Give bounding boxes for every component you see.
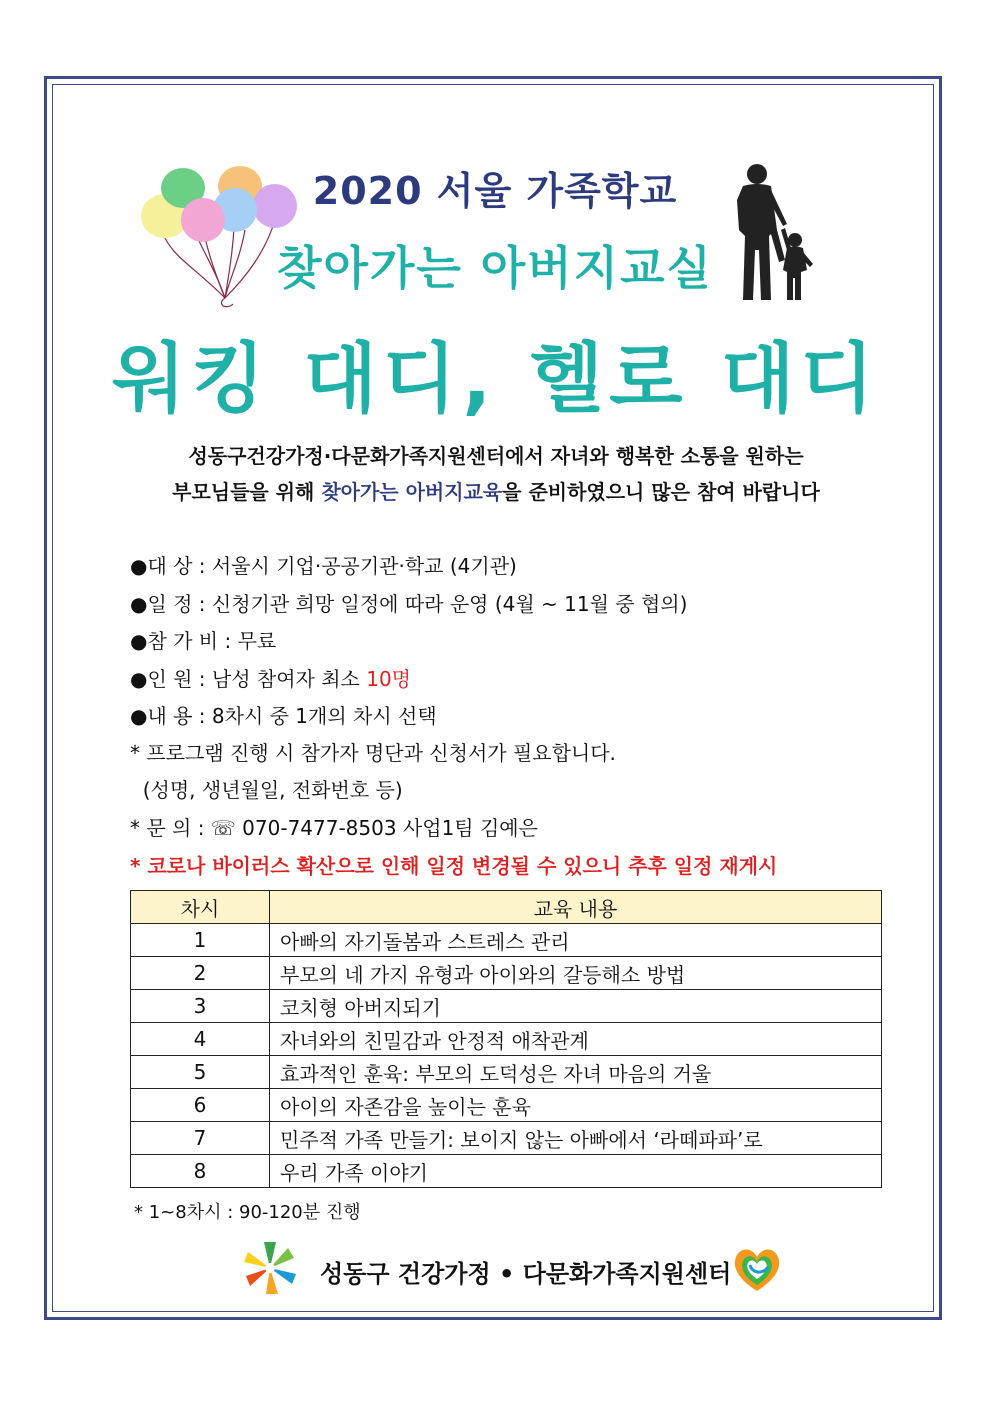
- info-contact: * 문 의 : ☏ 070-7477-8503 사업1팀 김예은: [130, 816, 538, 840]
- center-logo-heart-icon: [730, 1243, 784, 1295]
- footer-org-name: 성동구 건강가정 • 다문화가족지원센터: [320, 1260, 732, 1288]
- session-content: 아빠의 자기돌봄과 스트레스 관리: [270, 924, 882, 957]
- center-logo-pinwheel-icon: [242, 1240, 298, 1296]
- table-row: [131, 1023, 882, 1056]
- title-school-name: 2020 서울 가족학교: [312, 169, 678, 213]
- intro-line-2-post: 을 준비하였으니 많은 참여 바랍니다: [502, 480, 820, 504]
- session-content: 민주적 가족 만들기: 보이지 않는 아빠에서 ‘라떼파파’로: [270, 1122, 882, 1155]
- table-row: [131, 1089, 882, 1122]
- intro-line-2: [60, 476, 932, 505]
- title-slogan: 워킹 대디, 헬로 대디: [112, 334, 880, 423]
- intro-line-2-pre: 부모님들을 위해: [172, 480, 322, 504]
- table-duration-note: * 1~8차시 : 90-120분 진행: [134, 1202, 361, 1223]
- info-note-participants: * 프로그램 진행 시 참가자 명단과 신청서가 필요합니다.: [130, 741, 616, 765]
- info-people-label: ●인 원 : 남성 참여자 최소: [130, 667, 367, 691]
- table-row: [131, 1122, 882, 1155]
- session-content: 자녀와의 친밀감과 안정적 애착관계: [270, 1023, 882, 1056]
- session-number: 8: [131, 1155, 270, 1188]
- info-people: [130, 663, 411, 692]
- table-row: [131, 990, 882, 1023]
- session-content: 아이의 자존감을 높이는 훈육: [270, 1089, 882, 1122]
- info-fee: ●참 가 비 : 무료: [130, 629, 277, 653]
- session-number: 5: [131, 1056, 270, 1089]
- session-number: 7: [131, 1122, 270, 1155]
- session-number: 3: [131, 990, 270, 1023]
- info-people-count: 10명: [366, 667, 411, 691]
- table-row: [131, 924, 882, 957]
- info-note-details: (성명, 생년월일, 전화번호 등): [130, 778, 403, 802]
- session-content: 코치형 아버지되기: [270, 990, 882, 1023]
- info-covid-warning: * 코로나 바이러스 확산으로 인해 일정 변경될 수 있으니 추후 일정 재게시: [130, 854, 778, 878]
- session-number: 2: [131, 957, 270, 990]
- intro-highlight: 찾아가는 아버지교육: [321, 480, 503, 504]
- session-number: 1: [131, 924, 270, 957]
- session-content: 효과적인 훈육: 부모의 도덕성은 자녀 마음의 거울: [270, 1056, 882, 1089]
- session-content: 부모의 네 가지 유형과 아이와의 갈등해소 방법: [270, 957, 882, 990]
- table-row: [131, 957, 882, 990]
- table-header-session: 차시: [131, 891, 270, 924]
- schedule-table: [130, 890, 882, 1188]
- session-number: 4: [131, 1023, 270, 1056]
- info-content: ●내 용 : 8차시 중 1개의 차시 선택: [130, 704, 437, 728]
- title-program-name: 찾아가는 아버지교실: [277, 241, 713, 295]
- info-schedule: ●일 정 : 신청기관 희망 일정에 따라 운영 (4월 ~ 11월 중 협의): [130, 592, 688, 616]
- info-target: ●대 상 : 서울시 기업·공공기관·학교 (4기관): [130, 554, 517, 578]
- table-row: [131, 1056, 882, 1089]
- session-content: 우리 가족 이야기: [270, 1155, 882, 1188]
- table-row: [131, 1155, 882, 1188]
- table-header-content: 교육 내용: [270, 891, 882, 924]
- intro-line-1: 성동구건강가정·다문화가족지원센터에서 자녀와 행복한 소통을 원하는: [188, 444, 804, 468]
- session-number: 6: [131, 1089, 270, 1122]
- table-header-row: [131, 891, 882, 924]
